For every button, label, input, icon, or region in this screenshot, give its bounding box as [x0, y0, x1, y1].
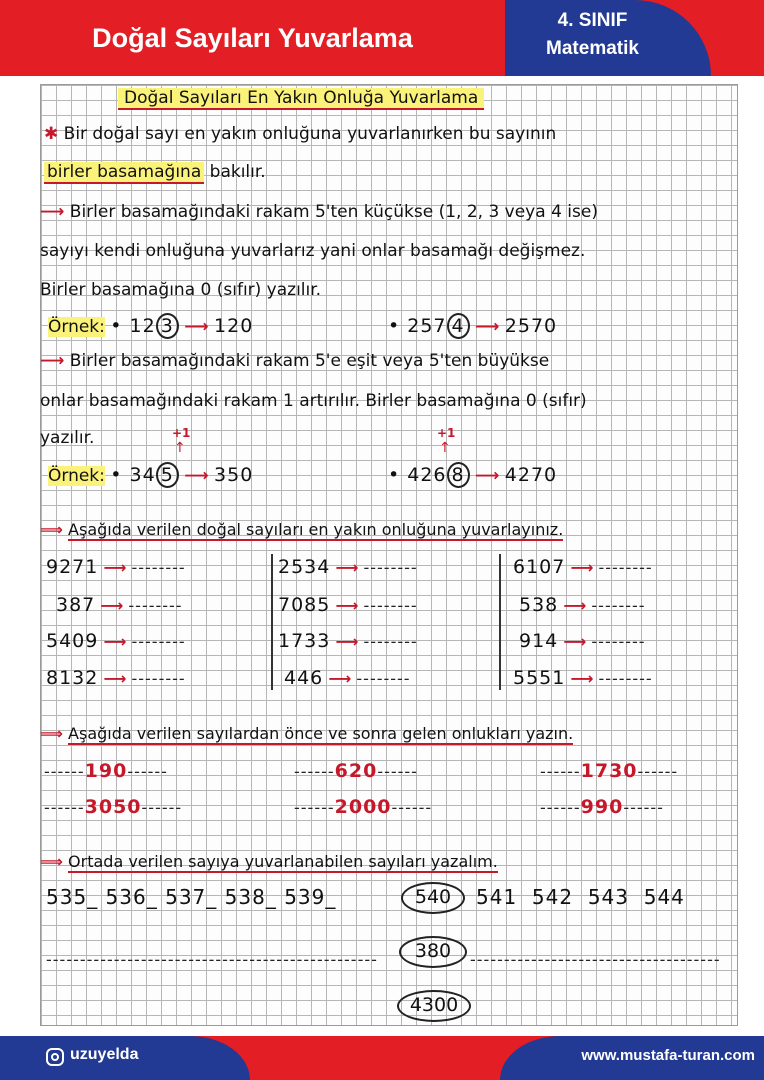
arrow-right-icon: ⟶: [570, 669, 594, 688]
rule1-text-1: Birler basamağındaki rakam 5'ten küçükse (1, 2, 3 veya 4 ise): [69, 202, 598, 222]
exercise1-number: 9271: [46, 556, 99, 578]
exercise2-item: [294, 796, 432, 818]
answer-blank[interactable]: ------: [623, 798, 664, 817]
exercise2-number: 3050: [84, 796, 142, 818]
rule1-line-2: sayıyı kendi onluğuna yuvarlarız yani onlar basamağı değişmez.: [40, 241, 586, 261]
answer-blank[interactable]: ------: [294, 798, 335, 817]
exercise1-row: [513, 556, 653, 578]
answer-blank[interactable]: ------: [637, 762, 679, 781]
topic-title: [118, 88, 484, 108]
exercise1-row: [513, 667, 653, 689]
exercise3-heading: [40, 852, 498, 871]
intro-text: Bir doğal sayı en yakın onluğuna yuvarlanırken bu sayının: [63, 124, 557, 144]
exercise2-number: 990: [580, 796, 624, 818]
example1-label: Örnek:: [48, 317, 105, 337]
column-divider: [499, 554, 501, 690]
arrow-right-icon: ⟶: [103, 632, 127, 651]
example1-row: [48, 313, 253, 339]
exercise1-row: [46, 667, 186, 689]
website-link[interactable]: www.mustafa-turan.com: [581, 1047, 755, 1064]
answer-blank[interactable]: ------: [141, 798, 183, 817]
exercise1-number: 6107: [513, 556, 566, 578]
exercise1-row: [278, 594, 418, 616]
example2-b-result: 4270: [504, 464, 558, 486]
arrow-right-icon: ⟶: [100, 596, 124, 615]
rule1-line-3: Birler basamağına 0 (sıfır) yazılır.: [40, 280, 322, 300]
exercise1-row: [513, 630, 646, 652]
example1-a-result: 120: [214, 315, 254, 337]
arrow-right-icon: ⟶: [475, 466, 500, 486]
asterisk-icon: ✱: [44, 124, 59, 144]
arrow-right-icon: ⟶: [335, 596, 359, 615]
instagram-icon: [46, 1048, 64, 1066]
example2-a-circled-digit: 5: [156, 462, 179, 488]
grade-label: 4. SINIF: [557, 10, 628, 31]
answer-blank[interactable]: --------: [131, 632, 186, 651]
answer-blank[interactable]: ------: [540, 798, 581, 817]
exercise3-right-numbers: [476, 885, 685, 909]
column-divider: [271, 554, 273, 690]
double-arrow-icon: ⟹: [40, 852, 63, 871]
exercise1-row: [278, 667, 411, 689]
example1-b-row: [388, 313, 557, 339]
arrow-right-icon: ⟶: [563, 632, 587, 651]
rule2-text-1: Birler basamağındaki rakam 5'e eşit veya 5'ten büyükse: [69, 351, 550, 371]
plus-one-note-a: +1: [172, 426, 191, 440]
page-title: Doğal Sayıları Yuvarlama: [92, 23, 413, 53]
exercise3-left-numbers: 535_ 536_ 537_ 538_ 539_: [46, 885, 337, 909]
intro-line-2: [44, 162, 266, 182]
exercise1-row: [278, 630, 418, 652]
exercise1-row: [46, 630, 186, 652]
example1-b-number: • 257: [388, 315, 447, 337]
arrow-right-icon: ⟶: [103, 669, 127, 688]
arrow-right-icon: ⟶: [328, 669, 352, 688]
rule1-line-1: [40, 202, 598, 222]
rounding-number: 535: [46, 885, 88, 909]
center-number-oval: 540: [401, 882, 465, 914]
exercise1-number: 8132: [46, 667, 99, 689]
rounding-blanks-left[interactable]: -------------------------------------------------: [46, 950, 378, 969]
center-number-oval: 4300: [397, 990, 471, 1022]
exercise1-row: [46, 556, 186, 578]
arrow-right-icon: ⟶: [475, 317, 500, 337]
answer-blank[interactable]: ------: [377, 762, 418, 781]
example2-b-number: • 426: [388, 464, 447, 486]
exercise1-row: [278, 556, 418, 578]
arrow-up-icon: ↑: [174, 440, 186, 456]
answer-blank[interactable]: --------: [598, 669, 653, 688]
arrow-up-icon: ↑: [439, 440, 451, 456]
intro-end: bakılır.: [209, 162, 266, 182]
exercise2-item: [44, 796, 182, 818]
example1-b-result: 2570: [504, 315, 558, 337]
rounding-number: 542: [531, 885, 574, 909]
example2-a-number: • 34: [110, 464, 156, 486]
exercise1-number: 387: [56, 594, 96, 616]
rounding-number: 543: [587, 885, 629, 909]
rounding-number: 538: [224, 885, 266, 909]
answer-blank[interactable]: --------: [591, 632, 646, 651]
exercise1-number: 5551: [513, 667, 566, 689]
exercise2-item: [540, 760, 678, 782]
answer-blank[interactable]: --------: [356, 669, 411, 688]
exercise2-number: 620: [334, 760, 378, 782]
subject-label: Matematik: [546, 38, 639, 59]
rounding-number: 537: [165, 885, 207, 909]
intro-line-1: [44, 124, 556, 144]
double-arrow-icon: ⟹: [40, 724, 63, 743]
answer-blank[interactable]: ------: [44, 762, 85, 781]
exercise3-instruction: Ortada verilen sayıya yuvarlanabilen sayıları yazalım.: [68, 852, 498, 871]
rounding-number: 536: [105, 885, 147, 909]
exercise2-number: 1730: [580, 760, 638, 782]
center-number-oval: 380: [399, 936, 467, 968]
arrow-right-icon: ⟶: [563, 596, 587, 615]
rounding-number: 541: [476, 885, 518, 909]
exercise1-number: 914: [519, 630, 559, 652]
exercise2-number: 2000: [334, 796, 392, 818]
answer-blank[interactable]: ------: [294, 762, 335, 781]
answer-blank[interactable]: ------: [127, 762, 168, 781]
exercise1-heading: [40, 520, 563, 539]
answer-blank[interactable]: ------: [540, 762, 581, 781]
rule2-line-3: yazılır.: [40, 428, 95, 448]
exercise2-heading: [40, 724, 573, 743]
exercise1-instruction: Aşağıda verilen doğal sayıları en yakın onluğuna yuvarlayınız.: [68, 520, 564, 539]
answer-blank[interactable]: --------: [598, 558, 653, 577]
arrow-right-icon: ⟶: [40, 351, 65, 371]
plus-one-note-b: +1: [437, 426, 456, 440]
example2-a-result: 350: [214, 464, 254, 486]
rule2-line-2: onlar basamağındaki rakam 1 artırılır. Birler basamağına 0 (sıfır): [40, 391, 587, 411]
answer-blank[interactable]: ------: [391, 798, 433, 817]
exercise2-instruction: Aşağıda verilen sayılardan önce ve sonra gelen onlukları yazın.: [68, 724, 574, 743]
answer-blank[interactable]: ------: [44, 798, 85, 817]
exercise1-row: [513, 594, 646, 616]
arrow-right-icon: ⟶: [103, 558, 127, 577]
topic-title-text: Doğal Sayıları En Yakın Onluğa Yuvarlama: [118, 88, 484, 110]
exercise2-number: 190: [84, 760, 128, 782]
double-arrow-icon: ⟹: [40, 520, 63, 539]
exercise1-number: 538: [519, 594, 559, 616]
arrow-right-icon: ⟶: [40, 202, 65, 222]
example1-a-circled-digit: 3: [156, 313, 179, 339]
example2-b-row: [388, 462, 557, 488]
answer-blank[interactable]: --------: [128, 596, 183, 615]
arrow-right-icon: ⟶: [184, 317, 209, 337]
exercise2-item: [294, 760, 418, 782]
instagram-handle[interactable]: uzuyelda: [70, 1046, 139, 1063]
example1-b-circled-digit: 4: [447, 313, 470, 339]
answer-blank[interactable]: --------: [363, 558, 418, 577]
example2-label: Örnek:: [48, 466, 105, 486]
exercise2-item: [540, 796, 664, 818]
intro-highlight: birler basamağına: [44, 162, 204, 184]
exercise1-number: 5409: [46, 630, 99, 652]
rounding-number: 539: [284, 885, 326, 909]
answer-blank[interactable]: --------: [131, 669, 186, 688]
arrow-right-icon: ⟶: [335, 632, 359, 651]
exercise1-number: 446: [284, 667, 324, 689]
exercise1-number: 7085: [278, 594, 331, 616]
answer-blank[interactable]: --------: [363, 632, 418, 651]
example2-row: [48, 462, 253, 488]
exercise1-number: 1733: [278, 630, 331, 652]
arrow-right-icon: ⟶: [184, 466, 209, 486]
arrow-right-icon: ⟶: [335, 558, 359, 577]
exercise2-item: [44, 760, 168, 782]
arrow-right-icon: ⟶: [570, 558, 594, 577]
exercise1-number: 2534: [278, 556, 331, 578]
answer-blank[interactable]: --------: [591, 596, 646, 615]
rounding-blanks-right[interactable]: -------------------------------------: [470, 950, 721, 969]
rule2-line-1: [40, 351, 549, 371]
answer-blank[interactable]: --------: [363, 596, 418, 615]
rounding-number: 544: [643, 885, 685, 909]
example1-a-number: • 12: [110, 315, 156, 337]
exercise1-row: [46, 594, 183, 616]
answer-blank[interactable]: --------: [131, 558, 186, 577]
example2-b-circled-digit: 8: [447, 462, 470, 488]
